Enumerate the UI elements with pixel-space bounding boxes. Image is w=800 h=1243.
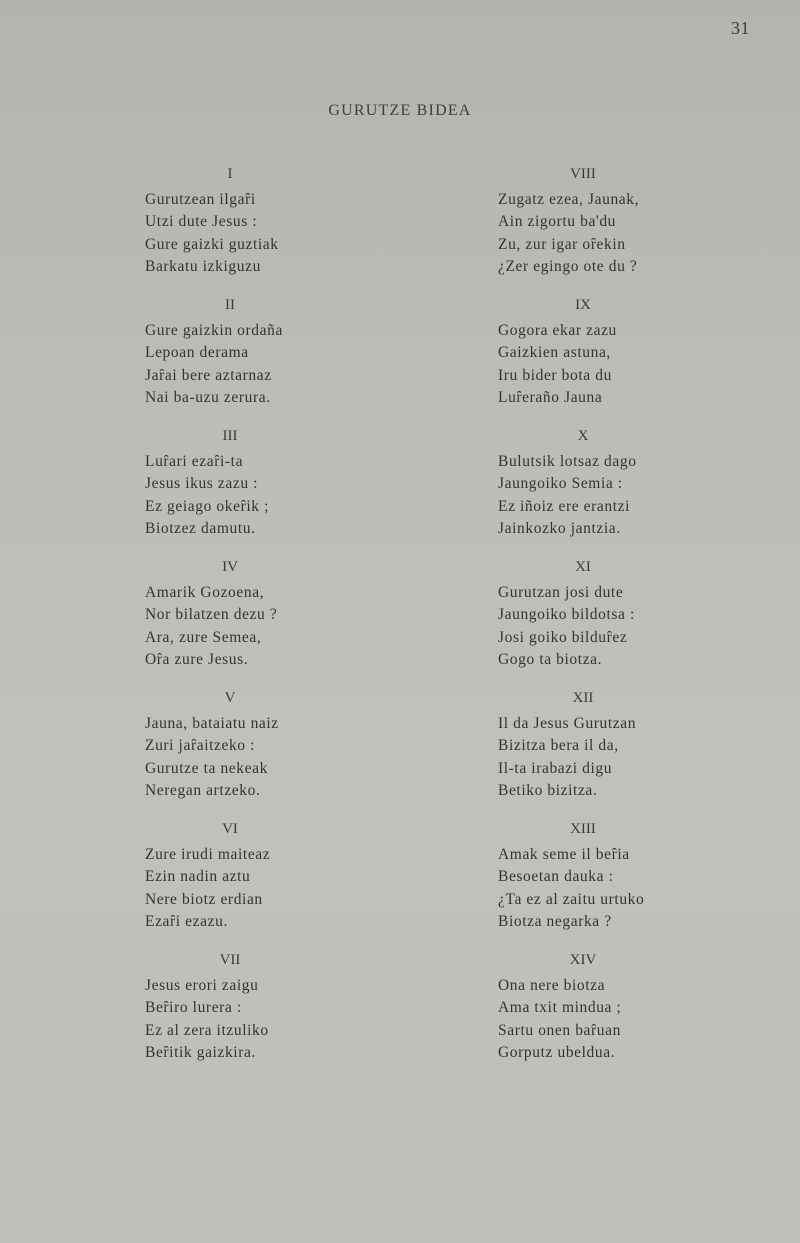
verse-line: Ain zigortu ba'du <box>498 213 617 231</box>
station-block <box>498 949 758 1080</box>
verse-line: Biotza negarka ? <box>498 912 612 930</box>
station-block <box>498 425 758 556</box>
verse-line: Barkatu izkiguzu <box>145 257 261 275</box>
station-numeral: VII <box>219 952 241 968</box>
station-numeral: V <box>224 690 236 706</box>
verse-line: Ama txit mindua ; <box>498 999 622 1017</box>
verse-line: Jesus ikus zazu : <box>145 475 259 493</box>
station-numeral: VIII <box>570 166 596 182</box>
verse-line: Ez iñoiz ere erantzi <box>498 497 631 515</box>
verse-line: Il da Jesus Gurutzan <box>498 715 637 732</box>
verse-line: Beȓitik gaizkira. <box>145 1043 256 1061</box>
verse-line: Gaizkien astuna, <box>498 344 611 362</box>
verse-line: Zure irudi maiteaz <box>145 846 271 863</box>
verse-line: Josi goiko bilduȓez <box>498 628 628 646</box>
station-block <box>145 425 405 556</box>
verse-line: Jainkozko jantzia. <box>498 519 621 537</box>
verse-line: Iru bider bota du <box>498 366 612 384</box>
verse-line: Jesus erori zaigu <box>145 977 259 994</box>
left-column <box>145 163 405 1080</box>
verse-line: Jaungoiko Semia : <box>498 475 623 493</box>
station-block <box>145 294 405 425</box>
verse-line: Gurutzean ilgaȓi <box>145 191 256 208</box>
station-numeral: IV <box>222 559 238 575</box>
station-numeral: VI <box>222 821 238 837</box>
right-column <box>498 163 758 1080</box>
verse-line: Zugatz ezea, Jaunak, <box>498 191 640 208</box>
station-block <box>145 818 405 949</box>
station-block <box>145 687 405 818</box>
verse-line: Gogo ta biotza. <box>498 650 603 668</box>
verse-line: Ara, zure Semea, <box>145 628 262 646</box>
station-numeral: XIV <box>569 952 597 968</box>
station-block <box>498 294 758 425</box>
verse-line: Betiko bizitza. <box>498 781 598 799</box>
verse-line: Il-ta irabazi digu <box>498 759 613 777</box>
station-numeral: I <box>227 166 233 182</box>
page-title: GURUTZE BIDEA <box>328 102 472 119</box>
verse-line: Gure gaizki guztiak <box>145 235 279 253</box>
verse-line: Ez al zera itzuliko <box>145 1021 269 1039</box>
station-numeral: XI <box>575 559 591 575</box>
verse-line: Gure gaizkin ordaña <box>145 322 283 339</box>
verse-line: Zu, zur igar oȓekin <box>498 235 626 253</box>
verse-line: Oȓa zure Jesus. <box>145 650 249 668</box>
station-numeral: III <box>222 428 238 444</box>
verse-line: Neregan artzeko. <box>145 781 261 799</box>
station-block <box>498 687 758 818</box>
verse-line: Nor bilatzen dezu ? <box>145 606 278 624</box>
verse-line: Nere biotz erdian <box>145 890 263 908</box>
verse-line: Bizitza bera il da, <box>498 737 619 755</box>
verse-line: Amak seme il beȓia <box>498 846 630 863</box>
station-numeral: IX <box>575 297 591 313</box>
station-numeral: X <box>577 428 589 444</box>
verse-line: Gurutzan josi dute <box>498 584 624 601</box>
verse-line: Bulutsik lotsaz dago <box>498 453 637 470</box>
station-block <box>145 949 405 1080</box>
verse-line: Jaungoiko bildotsa : <box>498 606 635 624</box>
verse-line: Ez geiago okeȓik ; <box>145 497 269 515</box>
verse-line: Utzi dute Jesus : <box>145 213 258 231</box>
verse-line: Sartu onen baȓuan <box>498 1021 621 1039</box>
verse-line: Lepoan derama <box>145 344 249 362</box>
verse-line: Beȓiro lurera : <box>145 999 242 1017</box>
verse-line: Luȓeraño Jauna <box>498 388 603 406</box>
verse-line: Zuri jaȓaitzeko : <box>145 737 256 755</box>
station-numeral: II <box>225 297 235 313</box>
verse-line: Biotzez damutu. <box>145 519 256 537</box>
verse-line: Luȓari ezaȓi-ta <box>145 453 244 470</box>
verse-line: Ona nere biotza <box>498 977 606 994</box>
verse-line: ¿Zer egingo ote du ? <box>498 257 638 275</box>
verse-line: Gorputz ubeldua. <box>498 1043 616 1061</box>
station-block <box>145 163 405 294</box>
station-block <box>498 556 758 687</box>
station-block <box>498 163 758 294</box>
verse-line: Besoetan dauka : <box>498 868 614 886</box>
station-block <box>498 818 758 949</box>
verse-line: Gogora ekar zazu <box>498 322 617 339</box>
verse-line: Nai ba-uzu zerura. <box>145 388 271 406</box>
station-numeral: XIII <box>570 821 596 837</box>
verse-line: Jaȓai bere aztarnaz <box>145 366 272 384</box>
verse-line: Ezin nadin aztu <box>145 868 251 886</box>
verse-line: Ezaȓi ezazu. <box>145 912 228 930</box>
verse-line: Amarik Gozoena, <box>145 584 265 601</box>
station-numeral: XII <box>572 690 594 706</box>
verse-line: Gurutze ta nekeak <box>145 759 268 777</box>
verse-line: ¿Ta ez al zaitu urtuko <box>498 890 645 908</box>
page-number: 31 <box>731 18 750 38</box>
station-block <box>145 556 405 687</box>
verse-line: Jauna, bataiatu naiz <box>145 715 279 732</box>
